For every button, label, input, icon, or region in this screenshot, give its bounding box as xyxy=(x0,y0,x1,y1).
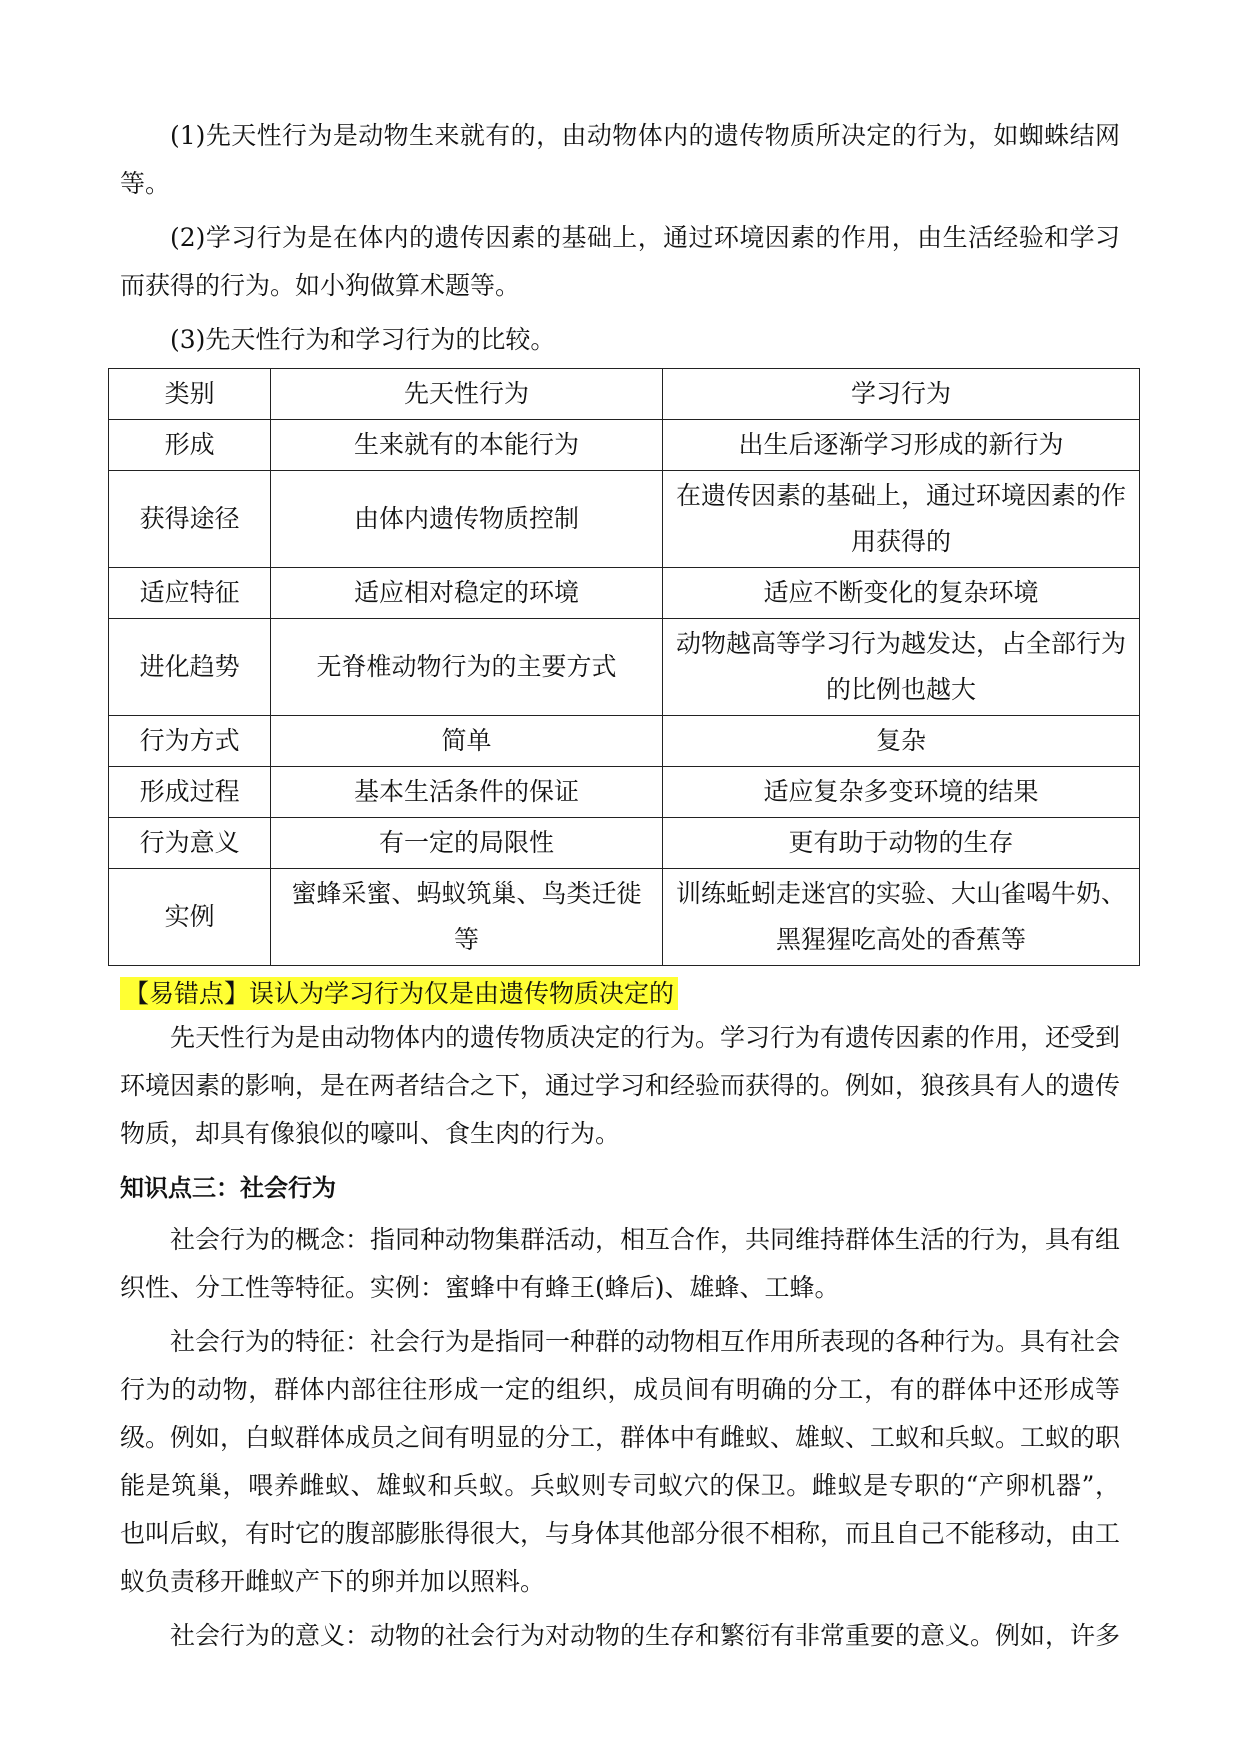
table-cell: 适应相对稳定的环境 xyxy=(271,568,663,619)
paragraph-mistake-explanation: 先天性行为是由动物体内的遗传物质决定的行为。学习行为有遗传因素的作用，还受到环境因素的影响，是在两者结合之下，通过学习和经验而获得的。例如，狼孩具有人的遗传物质，却具有像狼似的嚎叫、食生肉的行为。 xyxy=(120,1023,1121,1148)
table-cell: 训练蚯蚓走迷宫的实验、大山雀喝牛奶、黑猩猩吃高处的香蕉等 xyxy=(662,869,1139,966)
table-cell: 无脊椎动物行为的主要方式 xyxy=(271,619,663,716)
table-cell: 实例 xyxy=(109,869,271,966)
comparison-table xyxy=(108,368,1140,966)
table-header-cell: 类别 xyxy=(109,369,271,420)
paragraph-social-significance: 社会行为的意义：动物的社会行为对动物的生存和繁衍有非常重要的意义。例如，许多 xyxy=(170,1621,1121,1650)
table-cell: 生来就有的本能行为 xyxy=(271,420,663,471)
paragraph-social-concept: 社会行为的概念：指同种动物集群活动，相互合作，共同维持群体生活的行为，具有组织性、分工性等特征。实例：蜜蜂中有蜂王(蜂后)、雄蜂、工蜂。 xyxy=(120,1225,1121,1302)
table-cell: 适应不断变化的复杂环境 xyxy=(662,568,1139,619)
table-row xyxy=(109,471,1140,568)
table-row xyxy=(109,716,1140,767)
table-cell: 适应特征 xyxy=(109,568,271,619)
document-body xyxy=(120,112,1126,1662)
table-cell: 由体内遗传物质控制 xyxy=(271,471,663,568)
table-cell: 形成过程 xyxy=(109,767,271,818)
paragraph-social-features: 社会行为的特征：社会行为是指同一种群的动物相互作用所表现的各种行为。具有社会行为的动物，群体内部往往形成一定的组织，成员间有明确的分工，有的群体中还形成等级。例如，白蚁群体成员之间有明显的分工，群体中有雌蚁、雄蚁、工蚁和兵蚁。工蚁的职能是筑巢，喂养雌蚁、雄蚁和兵蚁。兵蚁则专司蚁穴的保卫。雌蚁是专职的“产卵机器”，也叫后蚁，有时它的腹部膨胀得很大，与身体其他部分很不相称，而且自己不能移动，由工蚁负责移开雌蚁产下的卵并加以照料。 xyxy=(120,1327,1121,1596)
paragraph-innate-behavior: (1)先天性行为是动物生来就有的，由动物体内的遗传物质所决定的行为，如蜘蛛结网等。 xyxy=(120,121,1120,198)
paragraph-learned-behavior: (2)学习行为是在体内的遗传因素的基础上，通过环境因素的作用，由生活经验和学习而获得的行为。如小狗做算术题等。 xyxy=(120,223,1120,300)
table-row xyxy=(109,619,1140,716)
table-cell: 动物越高等学习行为越发达，占全部行为的比例也越大 xyxy=(662,619,1139,716)
section-heading: 知识点三：社会行为 xyxy=(120,1174,336,1202)
table-row xyxy=(109,420,1140,471)
table-cell: 简单 xyxy=(271,716,663,767)
table-cell: 有一定的局限性 xyxy=(271,818,663,869)
table-cell: 蜜蜂采蜜、蚂蚁筑巢、鸟类迁徙等 xyxy=(271,869,663,966)
table-header-row xyxy=(109,369,1140,420)
table-cell: 基本生活条件的保证 xyxy=(271,767,663,818)
table-row xyxy=(109,818,1140,869)
table-header-cell: 学习行为 xyxy=(662,369,1139,420)
table-cell: 出生后逐渐学习形成的新行为 xyxy=(662,420,1139,471)
table-cell: 形成 xyxy=(109,420,271,471)
paragraph-comparison-intro: (3)先天性行为和学习行为的比较。 xyxy=(170,325,556,354)
table-row xyxy=(109,869,1140,966)
table-cell: 行为意义 xyxy=(109,818,271,869)
table-cell: 获得途径 xyxy=(109,471,271,568)
table-cell: 在遗传因素的基础上，通过环境因素的作用获得的 xyxy=(662,471,1139,568)
table-cell: 复杂 xyxy=(662,716,1139,767)
table-cell: 行为方式 xyxy=(109,716,271,767)
table-row xyxy=(109,568,1140,619)
table-cell: 更有助于动物的生存 xyxy=(662,818,1139,869)
mistake-note-line xyxy=(120,974,1120,1014)
table-cell: 适应复杂多变环境的结果 xyxy=(662,767,1139,818)
table-cell: 进化趋势 xyxy=(109,619,271,716)
mistake-note-highlight: 【易错点】误认为学习行为仅是由遗传物质决定的 xyxy=(120,977,678,1010)
table-row xyxy=(109,767,1140,818)
table-header-cell: 先天性行为 xyxy=(271,369,663,420)
